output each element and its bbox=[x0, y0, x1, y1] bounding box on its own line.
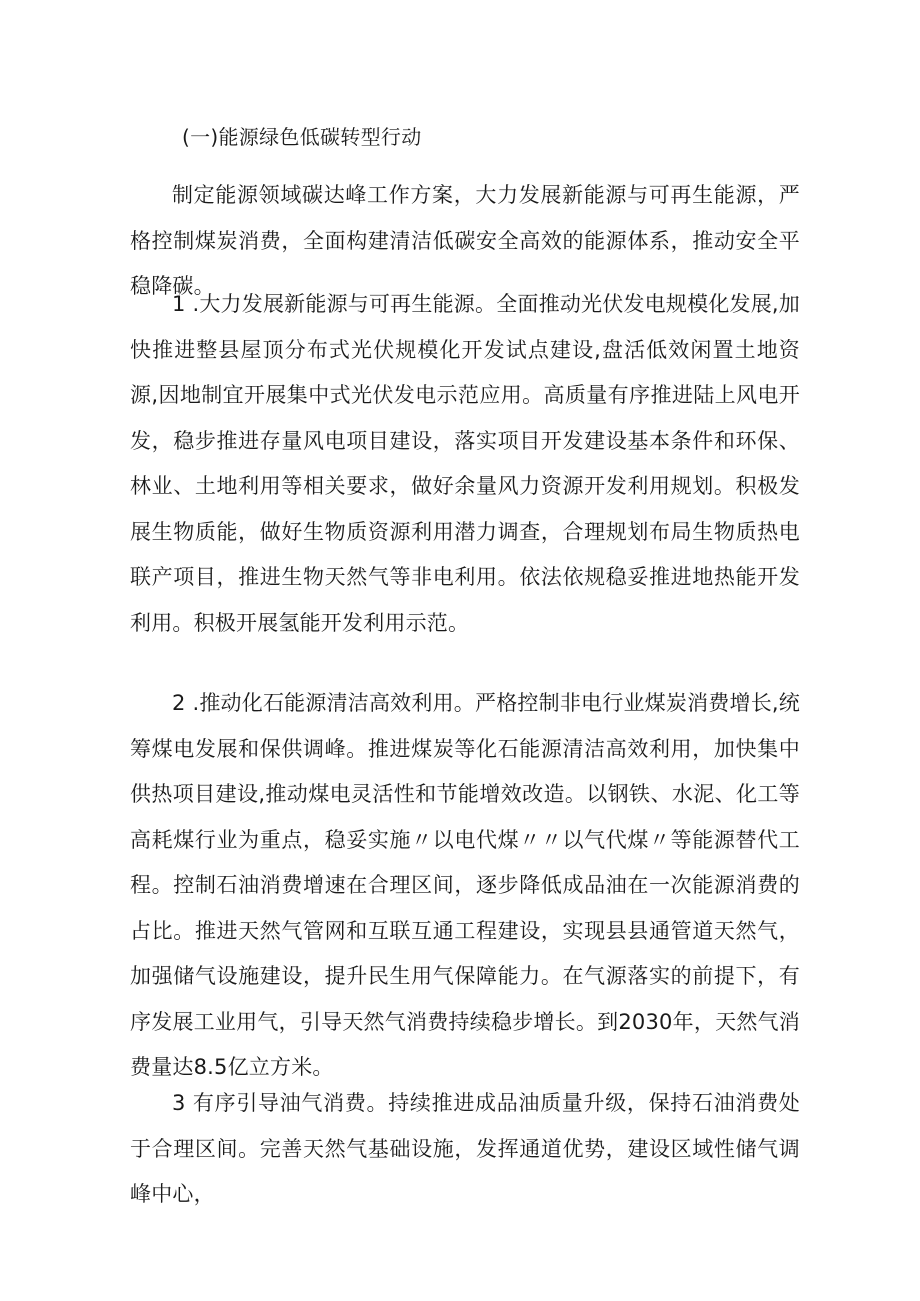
paragraph-fossil-fuels bbox=[130, 681, 800, 1091]
paragraph-text: 3 有序引导油气消费。持续推进成品油质量升级，保持石油消费处于合理区间。完善天然气基础设施，发挥通道优势，建设区域性储气调峰中心， bbox=[130, 1091, 800, 1206]
paragraph-text: 2 .推动化石能源清洁高效利用。严格控制非电行业煤炭消费增长,统筹煤电发展和保供调峰。推进煤炭等化石能源清洁高效利用，加快集中供热项目建设,推动煤电灵活性和节能增效改造。以钢铁、水泥、化工等高耗煤行业为重点，稳妥实施〃以电代煤〃〃以气代煤〃等能源替代工程。控制石油消费增速在合理区间，逐步降低成品油在一次能源消费的占比。推进天然气管网和互联互通工程建设，实现县县通管道天然气，加强储气设施建设，提升民生用气保障能力。在气源落实的前提下，有序发展工业用气，引导天然气消费持续稳步增长。到2030年，天然气消费量达8.5亿立方米。 bbox=[130, 691, 800, 1079]
section-heading: (一)能源绿色低碳转型行动 bbox=[182, 125, 422, 149]
paragraph-oil-gas bbox=[130, 1081, 800, 1218]
paragraph-text: 制定能源领域碳达峰工作方案，大力发展新能源与可再生能源，严格控制煤炭消费，全面构建清洁低碳安全高效的能源体系，推动安全平稳降碳。 bbox=[130, 183, 800, 298]
paragraph-renewables bbox=[130, 282, 800, 646]
paragraph-text: 1 .大力发展新能源与可再生能源。全面推动光伏发电规模化发展,加快推进整县屋顶分布式光伏规模化开发试点建设,盘活低效闲置土地资源,因地制宜开展集中式光伏发电示范应用。高质量有序推进陆上风电开发，稳步推进存量风电项目建设，落实项目开发建设基本条件和环保、林业、土地利用等相关要求，做好余量风力资源开发利用规划。积极发展生物质能，做好生物质资源利用潜力调查，合理规划布局生物质热电联产项目，推进生物天然气等非电利用。依法依规稳妥推进地热能开发利用。积极开展氢能开发利用示范。 bbox=[130, 292, 800, 635]
